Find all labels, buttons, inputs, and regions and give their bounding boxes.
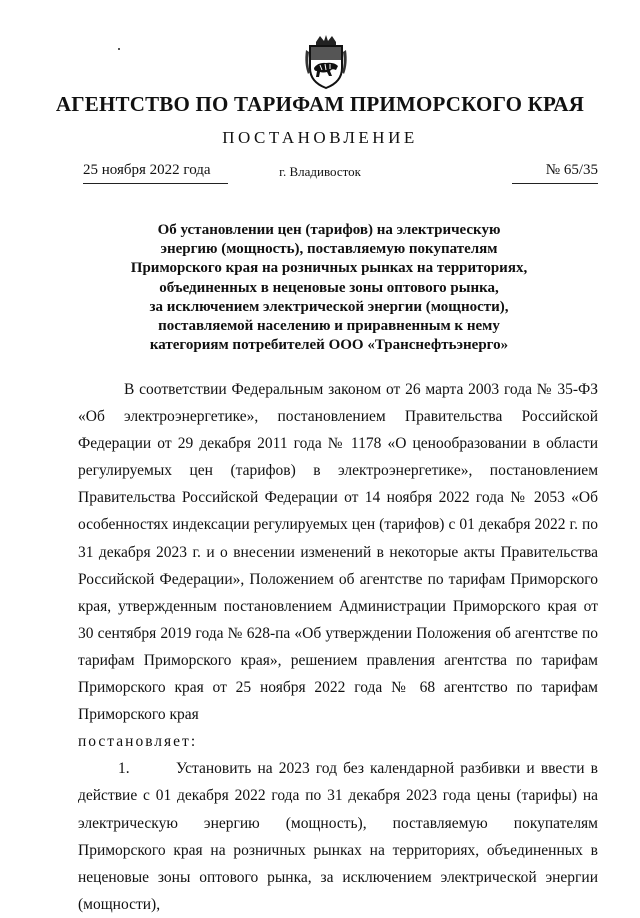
organization-title: АГЕНТСТВО ПО ТАРИФАМ ПРИМОРСКОГО КРАЯ — [55, 92, 585, 116]
document-body — [78, 376, 598, 918]
subject-line: объединенных в неценовые зоны оптового рынка, — [159, 279, 499, 296]
primorsky-krai-coat-of-arms-icon — [302, 34, 350, 90]
resolves-clause: постановляет: — [78, 733, 198, 751]
subject-line: энергию (мощность), поставляемую покупателям — [160, 241, 498, 258]
scan-speck — [118, 48, 120, 50]
subject-line: Об установлении цен (тарифов) на электрическую — [157, 222, 501, 238]
item-1-number: 1. — [118, 760, 130, 778]
document-type: ПОСТАНОВЛЕНИЕ — [222, 128, 418, 147]
item-1-paragraph — [78, 755, 598, 918]
item-1-text: Установить на 2023 год без календарной разбивки и ввести в действие с 01 декабря 2022 года по 31 декабря 2023 года цены (тарифы) на электрическую энергию (мощность), поставляемую покупателям Приморского края на розничных рынках на территориях, объединенных в неценовые зоны оптового рынка, за исключением электрической энергии (мощности), — [78, 760, 598, 913]
document-number: № 65/35 — [512, 162, 598, 184]
document-subject — [120, 221, 538, 355]
document-city: г. Владивосток — [279, 164, 361, 179]
subject-line: поставляемой населению и приравненным к нему — [158, 318, 500, 335]
document-date: 25 ноября 2022 года — [83, 162, 228, 184]
subject-line: за исключением электрической энергии (мощности), — [149, 298, 509, 315]
subject-line: Приморского края на розничных рынках на территориях, — [130, 260, 528, 277]
subject-line: категориям потребителей ООО «Транснефтьэнерго» — [149, 337, 509, 354]
preamble-paragraph: В соответствии Федеральным законом от 26 марта 2003 года № 35-ФЗ «Об электроэнергетике», постановлением Правительства Российской Федерации от 29 декабря 2011 года № 1178 «О ценообразовании в области регулируемых цен (тарифов) в электроэнергетике», постановлением Правительства Российской Федерации от 14 ноября 2022 года № 2053 «Об особенностях индексации регулируемых цен (тарифов) с 01 декабря 2022 г. по 31 декабря 2023 г. и о внесении изменений в некоторые акты Правительства Российской Федерации», Положением об агентстве по тарифам Приморского края, утвержденным постановлением Администрации Приморского края от 30 сентября 2019 года № 628-па «Об утверждении Положения об агентстве по тарифам Приморского края», решением правления агентства по тарифам Приморского края от 25 ноября 2022 года № 68 агентство по тарифам Приморского края — [78, 381, 598, 724]
